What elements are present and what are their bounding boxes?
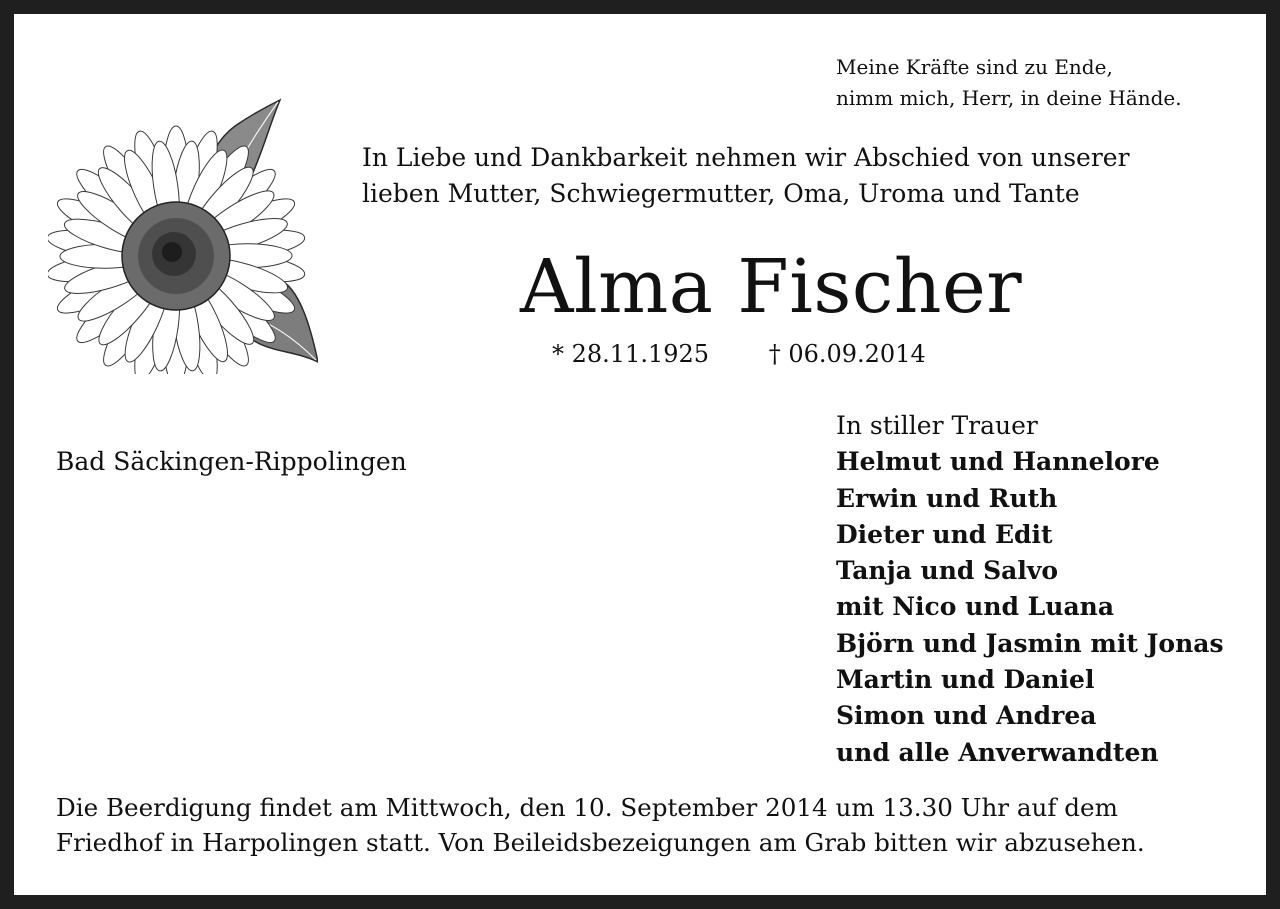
mourner-entry: Martin und Daniel	[836, 665, 1095, 695]
funeral-line: Friedhof in Harpolingen statt. Von Beileidsbezeigungen am Grab bitten wir abzusehen.	[56, 828, 1145, 857]
mourner-entry: Erwin und Ruth	[836, 483, 1058, 513]
obituary-card	[14, 14, 1266, 895]
mourning-lead: In stiller Trauer	[836, 411, 1038, 440]
mourner-entry: Simon und Andrea	[836, 701, 1097, 731]
funeral-line: Die Beerdigung findet am Mittwoch, den 10. September 2014 um 13.30 Uhr auf dem	[56, 793, 1118, 822]
mourner-entry: Björn und Jasmin mit Jonas	[836, 628, 1224, 658]
mourners-list	[836, 408, 1224, 771]
intro-line: lieben Mutter, Schwiegermutter, Oma, Uroma und Tante	[362, 179, 1080, 208]
mourner-entry: Dieter und Edit	[836, 519, 1053, 549]
funeral-notice	[56, 790, 1145, 860]
motto-line: Meine Kräfte sind zu Ende,	[836, 55, 1113, 79]
mourner-entry: Helmut und Hannelore	[836, 447, 1160, 477]
motto-line: nimm mich, Herr, in deine Hände.	[836, 86, 1182, 110]
birth-date: * 28.11.1925	[552, 340, 710, 368]
deceased-name: Alma Fischer	[520, 244, 1023, 330]
motto-verse	[836, 52, 1182, 114]
intro-text	[362, 140, 1130, 212]
sunflower-icon	[48, 84, 318, 374]
mourner-entry: mit Nico und Luana	[836, 592, 1115, 622]
place-name: Bad Säckingen-Rippolingen	[56, 447, 407, 476]
death-date: † 06.09.2014	[768, 340, 926, 368]
intro-line: In Liebe und Dankbarkeit nehmen wir Abschied von unserer	[362, 143, 1130, 172]
life-dates	[552, 338, 926, 370]
mourner-entry: und alle Anverwandten	[836, 737, 1159, 767]
mourner-entry: Tanja und Salvo	[836, 556, 1059, 586]
